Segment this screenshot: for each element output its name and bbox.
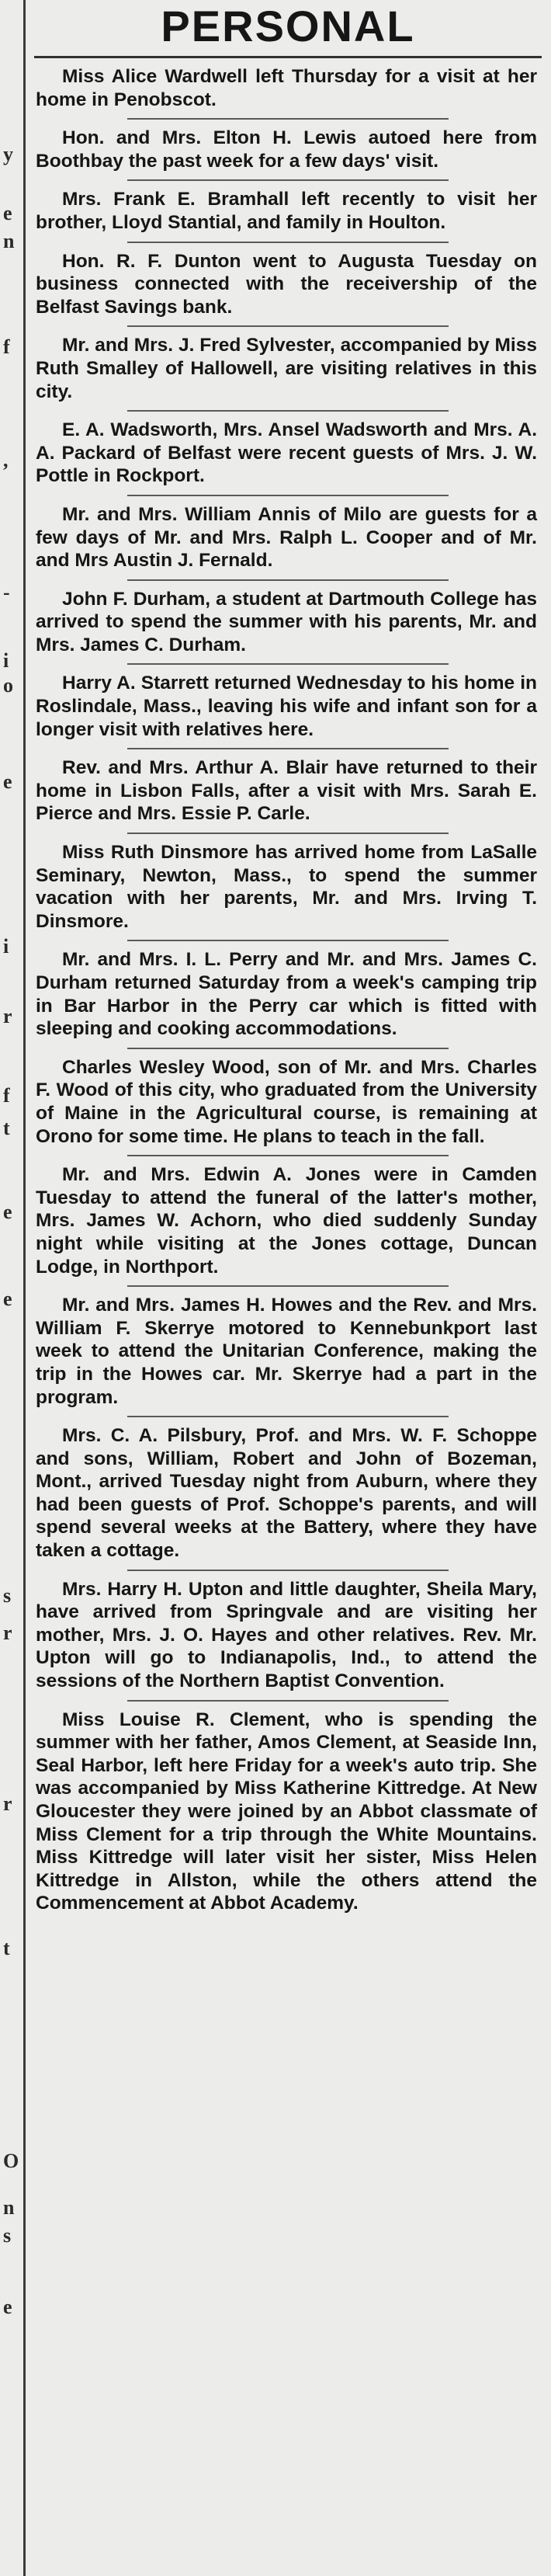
margin-fragment: f	[3, 1084, 10, 1107]
news-item: Mr. and Mrs. J. Fred Sylvester, accompanied by Miss Ruth Smalley of Hallowell, are visiting relatives in this city.	[36, 335, 537, 402]
news-item: Charles Wesley Wood, son of Mr. and Mrs. Charles F. Wood of this city, who graduated from the University of Maine in the Agricultural course, is remaining at Orono for some time. He plans to teach in the fall.	[36, 1056, 537, 1147]
margin-fragment: t	[3, 1117, 10, 1139]
margin-fragment: e	[3, 1201, 12, 1223]
news-item: Hon. and Mrs. Elton H. Lewis autoed here from Boothbay the past week for a few days' visit.	[36, 127, 537, 172]
news-item: Harry A. Starrett returned Wednesday to his home in Roslindale, Mass., leaving his wife and infant son for a longer visit with relatives here.	[36, 673, 537, 740]
margin-fragment: -	[3, 581, 10, 603]
margin-fragment: r	[3, 1792, 12, 1815]
margin-fragment: r	[3, 1005, 12, 1027]
margin-fragment: e	[3, 202, 12, 224]
margin-fragment: n	[3, 230, 15, 252]
margin-fragment: n	[3, 2196, 15, 2219]
adjacent-column-fragments	[0, 0, 22, 2576]
news-item: Hon. R. F. Dunton went to Augusta Tuesday on business connected with the receivership of the Belfast Savings bank.	[36, 250, 537, 318]
news-item: E. A. Wadsworth, Mrs. Ansel Wadsworth and Mrs. A. A. Packard of Belfast were recent guests of Mrs. J. W. Pottle in Rockport.	[36, 419, 537, 487]
margin-fragment: O	[3, 2150, 19, 2172]
news-item: Mr. and Mrs. I. L. Perry and Mr. and Mrs. James C. Durham returned Saturday from a week's camping trip in Bar Harbor in the Perry car which is fitted with sleeping and cooking accommodations.	[36, 949, 537, 1040]
margin-fragment: s	[3, 1584, 12, 1607]
column-rule	[23, 0, 26, 2576]
news-item: Miss Ruth Dinsmore has arrived home from LaSalle Seminary, Newton, Mass., to spend the summer vacation with her parents, Mr. and Mrs. Irving T. Dinsmore.	[36, 842, 537, 932]
margin-fragment: ,	[3, 449, 9, 471]
news-item: Mr. and Mrs. James H. Howes and the Rev. and Mrs. William F. Skerrye motored to Kennebunkport last week to attend the Unitarian Conference, making the trip in the Howes car. Mr. Skerrye had a part in the program.	[36, 1295, 537, 1408]
news-item: Miss Louise R. Clement, who is spending the summer with her father, Amos Clement, at Seaside Inn, Seal Harbor, left here Friday for a week's auto trip. She was accompanied by Miss Katherine Kittredge. At New Gloucester they were joined by an Abbot classmate of Miss Clement for a trip through the White Mountains. Miss Kittredge will later visit her sister, Miss Helen Kittredge in Allston, while the others attend the Commencement at Abbot Academy.	[36, 1709, 537, 1914]
margin-fragment: f	[3, 335, 10, 358]
news-item: Miss Alice Wardwell left Thursday for a visit at her home in Penobscot.	[36, 66, 537, 110]
margin-fragment: i	[3, 649, 9, 672]
article-column	[34, 0, 542, 1922]
margin-fragment: i	[3, 935, 9, 958]
section-heading: PERSONAL	[161, 2, 415, 50]
news-item: Mrs. Frank E. Bramhall left recently to visit her brother, Lloyd Stantial, and family in Houlton.	[36, 189, 537, 233]
margin-fragment: r	[3, 1622, 12, 1644]
margin-fragment: e	[3, 1288, 12, 1310]
margin-fragment: e	[3, 2296, 12, 2318]
news-item: Mrs. C. A. Pilsbury, Prof. and Mrs. W. F. Schoppe and sons, William, Robert and John of Bozeman, Mont., arrived Tuesday night from Auburn, where they had been guests of Prof. Schoppe's parents, and will spend several weeks at the Battery, where they have taken a cottage.	[36, 1425, 537, 1562]
margin-fragment: y	[3, 143, 13, 165]
margin-fragment: t	[3, 1937, 10, 1959]
news-item: John F. Durham, a student at Dartmouth College has arrived to spend the summer with his parents, Mr. and Mrs. James C. Durham.	[36, 588, 537, 655]
news-item: Mr. and Mrs. Edwin A. Jones were in Camden Tuesday to attend the funeral of the latter's mother, Mrs. James W. Achorn, who died suddenly Sunday night while visiting at the Jones cottage, Duncan Lodge, in Northport.	[36, 1164, 537, 1278]
news-item: Mrs. Harry H. Upton and little daughter, Sheila Mary, have arrived from Springvale and are visiting her mother, Mrs. J. O. Hayes and other relatives. Rev. Mr. Upton will go to Indianapolis, Ind., to attend the sessions of the Northern Baptist Convention.	[36, 1578, 537, 1692]
margin-fragment: s	[3, 2224, 12, 2247]
news-item: Mr. and Mrs. William Annis of Milo are guests for a few days of Mr. and Mrs. Ralph L. Cooper and of Mr. and Mrs Austin J. Fernald.	[36, 503, 537, 572]
news-item: Rev. and Mrs. Arthur A. Blair have returned to their home in Lisbon Falls, after a visit with Mrs. Sarah E. Pierce and Mrs. Essie P. Carle.	[36, 757, 537, 825]
margin-fragment: e	[3, 770, 12, 793]
margin-fragment: o	[3, 674, 13, 697]
